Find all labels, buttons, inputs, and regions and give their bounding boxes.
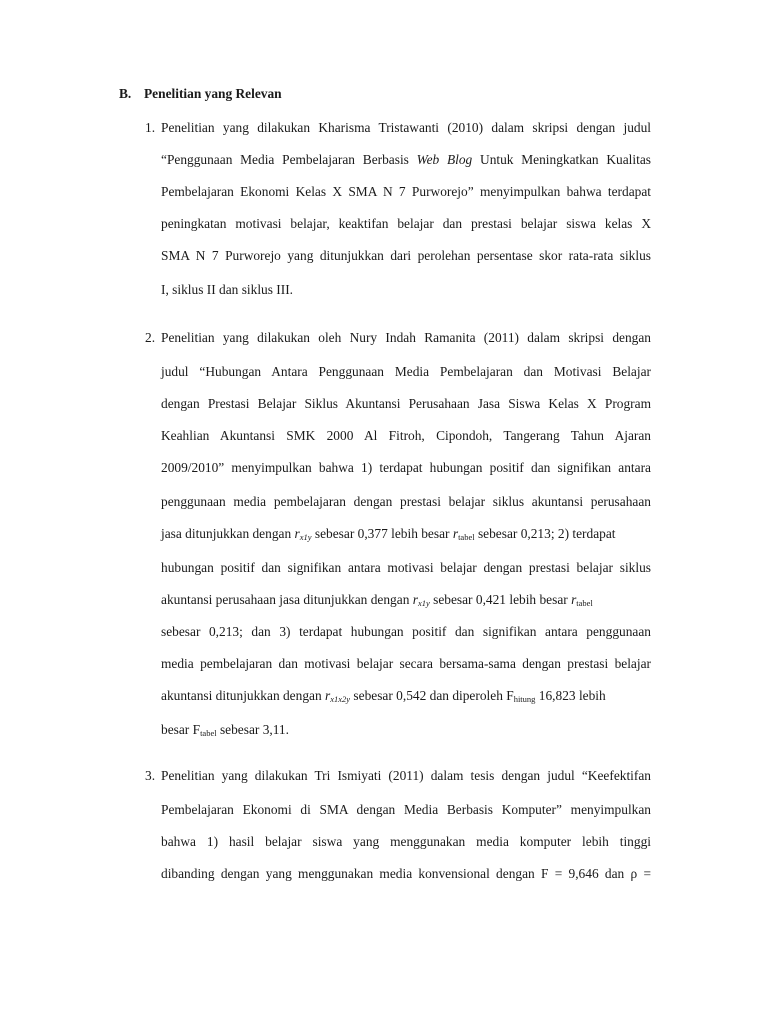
paragraph-line-formula: jasa ditunjukkan dengan $r_{x1y}$ sebesar 0,377 lebih besar rtabel sebesar 0,213; 2) terdapat [161, 526, 616, 542]
paragraph-line-formula: akuntansi ditunjukkan dengan $r_{x1x2y}$ sebesar 0,542 dan diperoleh Fhitung 16,823 lebih [161, 688, 606, 704]
paragraph-line: “Penggunaan Media Pembelajaran Berbasis Web Blog Untuk Meningkatkan Kualitas [161, 152, 652, 167]
section-title: Penelitian yang Relevan [144, 86, 282, 101]
paragraph-line-formula: akuntansi perusahaan jasa ditunjukkan dengan $r_{x1y}$ sebesar 0,421 lebih besar rtabel [161, 592, 593, 608]
paragraph-line-formula: besar Ftabel sebesar 3,11. [161, 722, 289, 738]
paragraph-line: peningkatan motivasi belajar, keaktifan belajar dan prestasi belajar siswa kelas X [161, 216, 651, 231]
italic-phrase: Web Blog [416, 152, 473, 167]
paragraph-line: 2009/2010” menyimpulkan bahwa 1) terdapat hubungan positif dan signifikan antara [161, 460, 651, 475]
list-number: 2. [145, 330, 156, 345]
list-number: 1. [145, 120, 156, 135]
paragraph-line: dibanding dengan yang menggunakan media konvensional dengan F = 9,646 dan ρ = [161, 866, 651, 881]
paragraph-line: media pembelajaran dan motivasi belajar secara bersama-sama dengan prestasi belajar [161, 656, 651, 671]
paragraph-line: Keahlian Akuntansi SMK 2000 Al Fitroh, Cipondoh, Tangerang Tahun Ajaran [161, 428, 651, 443]
paragraph-line: Penelitian yang dilakukan Kharisma Tristawanti (2010) dalam skripsi dengan judul [161, 120, 651, 135]
paragraph-line: sebesar 0,213; dan 3) terdapat hubungan positif dan signifikan antara penggunaan [161, 624, 651, 639]
paragraph-line: Penelitian yang dilakukan Tri Ismiyati (2011) dalam tesis dengan judul “Keefektifan [161, 768, 651, 783]
list-number: 3. [145, 768, 156, 783]
section-letter: B. [119, 86, 132, 101]
section-heading [119, 86, 282, 102]
paragraph-line: Penelitian yang dilakukan oleh Nury Indah Ramanita (2011) dalam skripsi dengan [161, 330, 651, 345]
paragraph-line: Pembelajaran Ekonomi Kelas X SMA N 7 Purworejo” menyimpulkan bahwa terdapat [161, 184, 651, 199]
paragraph-line: dengan Prestasi Belajar Siklus Akuntansi Perusahaan Jasa Siswa Kelas X Program [161, 396, 651, 411]
paragraph-line: bahwa 1) hasil belajar siswa yang menggunakan media komputer lebih tinggi [161, 834, 651, 849]
paragraph-line: penggunaan media pembelajaran dengan prestasi belajar siklus akuntansi perusahaan [161, 494, 651, 509]
paragraph-line: judul “Hubungan Antara Penggunaan Media Pembelajaran dan Motivasi Belajar [161, 364, 651, 379]
paragraph-line: SMA N 7 Purworejo yang ditunjukkan dari perolehan persentase skor rata-rata siklus [161, 248, 651, 263]
paragraph-line: hubungan positif dan signifikan antara motivasi belajar dengan prestasi belajar siklus [161, 560, 651, 575]
paragraph-line: Pembelajaran Ekonomi di SMA dengan Media Berbasis Komputer” menyimpulkan [161, 802, 651, 817]
paragraph-line: I, siklus II dan siklus III. [161, 282, 294, 297]
